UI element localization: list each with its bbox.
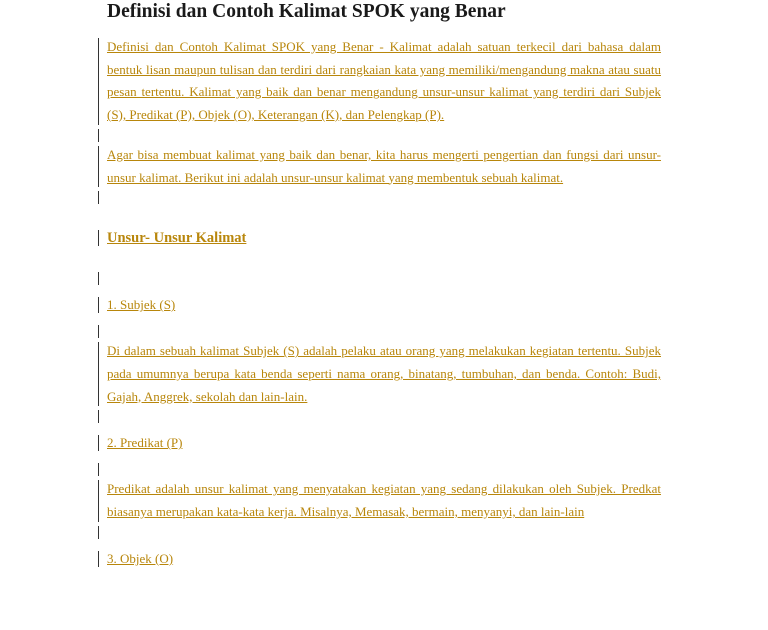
item-text-subjek[interactable]: Di dalam sebuah kalimat Subjek (S) adalah pelaku atau orang yang melakukan kegiatan tertentu. Subjek pada umumnya berupa kata benda seperti nama orang, binatang, tumbuhan, dan benda. Contoh: Budi, Gajah, Anggrek, sekolah dan lain-lain. (98, 340, 661, 408)
article-body (98, 36, 661, 569)
item-title-objek[interactable]: 3. Objek (O) (98, 549, 661, 569)
intro-paragraph[interactable]: Definisi dan Contoh Kalimat SPOK yang Benar - Kalimat adalah satuan terkecil dari bahasa dalam bentuk lisan maupun tulisan dan terdiri dari rangkaian kata yang memiliki/mengandung makna atau suatu pesan tertentu. Kalimat yang baik dan benar mengandung unsur-unsur kalimat yang terdiri dari Subjek (S), Predikat (P), Objek (O), Keterangan (K), dan Pelengkap (P). (98, 36, 661, 127)
blank-space (98, 541, 661, 549)
empty-line (98, 270, 661, 287)
empty-line (98, 127, 661, 144)
blank-space (98, 206, 661, 228)
item-title-predikat[interactable]: 2. Predikat (P) (98, 433, 661, 453)
page-title: Definisi dan Contoh Kalimat SPOK yang Benar (107, 1, 506, 22)
section-heading[interactable]: Unsur- Unsur Kalimat (98, 228, 661, 248)
blank-space (98, 287, 661, 295)
empty-line (98, 189, 661, 206)
item-text-predikat[interactable]: Predikat adalah unsur kalimat yang menyatakan kegiatan yang sedang dilakukan oleh Subjek. Predkat biasanya merupakan kata-kata kerja. Misalnya, Memasak, bermain, menyanyi, dan lain-lain (98, 478, 661, 523)
blank-space (98, 248, 661, 270)
empty-line (98, 524, 661, 541)
empty-line (98, 461, 661, 478)
elements-intro-paragraph[interactable]: Agar bisa membuat kalimat yang baik dan benar, kita harus mengerti pengertian dan fungsi dari unsur-unsur kalimat. Berikut ini adalah unsur-unsur kalimat yang membentuk sebuah kalimat. (98, 144, 661, 189)
blank-space (98, 425, 661, 433)
empty-line (98, 323, 661, 340)
blank-space (98, 453, 661, 461)
blank-space (98, 315, 661, 323)
empty-line (98, 408, 661, 425)
item-title-subjek[interactable]: 1. Subjek (S) (98, 295, 661, 315)
